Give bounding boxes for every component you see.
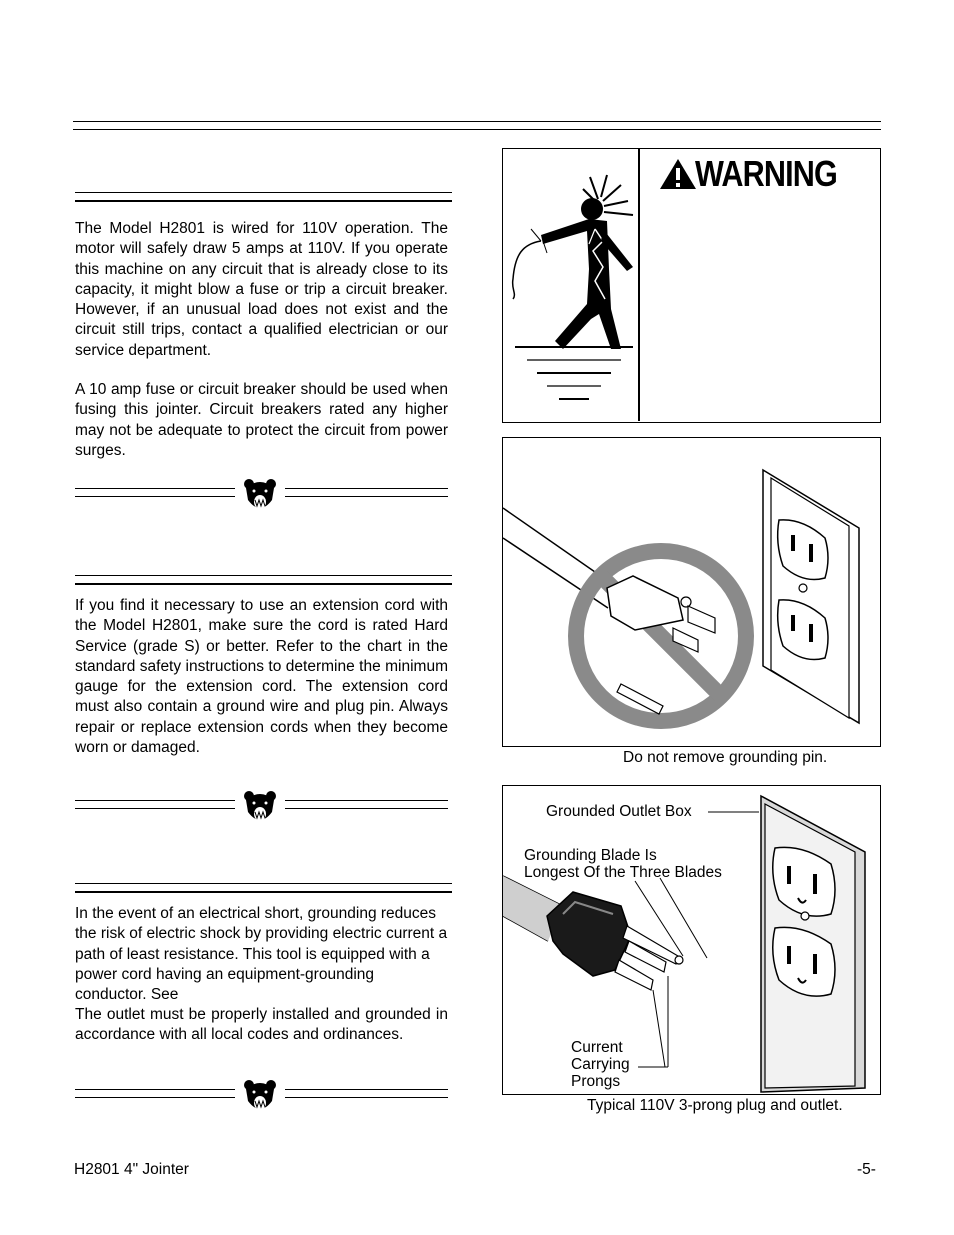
callout-prongs-line3: Prongs [571,1073,621,1090]
no-remove-pin-figure [502,437,881,747]
callout-outlet-box: Grounded Outlet Box [546,803,692,820]
bear-divider [75,790,448,822]
electric-shock-icon [503,149,638,421]
section-rule-extension-thick [75,583,452,585]
bear-divider [75,478,448,510]
bear-divider [75,1079,448,1111]
callout-grounding-blade-line2: Longest Of the Three Blades [524,864,722,881]
outlet-paragraph: The outlet must be properly installed and grounded in accordance with all local codes and ordinances. [75,1006,448,1044]
outlet-caption: Typical 110V 3-prong plug and outlet. [587,1097,843,1114]
warning-label: WARNING [695,153,837,194]
section-rule-grounding [75,883,452,884]
no-remove-pin-illustration [503,438,879,745]
header-rule-top [73,121,881,122]
no-remove-pin-caption: Do not remove grounding pin. [623,749,828,766]
extension-paragraph: If you find it necessary to use an extension cord with the Model H2801, make sure the cord is rated Hard Service (grade S) or better. Refer to the chart in the standard safety instructions to determine the minimum gauge for the extension cord. The extension cord must also contain a ground wire and plug pin. Always repair or replace extension cords when they become worn or damaged. [75,597,448,757]
bear-logo-icon [242,1079,278,1115]
outlet-figure [502,785,881,1095]
bear-logo-icon [242,790,278,826]
warning-triangle-icon [658,157,698,191]
section-rule-extension [75,575,452,576]
warning-box-divider [638,149,640,421]
page-number: -5- [857,1161,876,1178]
warning-box [502,148,881,423]
header-rule-bottom [73,129,881,130]
callout-prongs-line2: Carrying [571,1056,630,1073]
callout-grounding-blade-line1: Grounding Blade Is [524,847,657,864]
fuse-paragraph: A 10 amp fuse or circuit breaker should be used when fusing this jointer. Circuit breakers rated any higher may not be adequate to protect the circuit from power surges. [75,381,448,459]
section-rule-power [75,192,452,193]
bear-logo-icon [242,478,278,514]
grounding-paragraph: In the event of an electrical short, grounding reduces the risk of electric shock by providing electric current a path of least resistance. This tool is equipped with a power cord having an equipment-grounding conductor. See [75,905,448,1004]
outlet-illustration [503,786,879,1093]
callout-prongs-line1: Current [571,1039,623,1056]
footer-title: H2801 4" Jointer [74,1161,189,1178]
power-paragraph: The Model H2801 is wired for 110V operation. The motor will safely draw 5 amps at 110V. If you operate this machine on any circuit that is already close to its capacity, it might blow a fuse or trip a circuit breaker. However, if an unusual load does not exist and the circuit still trips, contact a qualified electrician or our service department. [75,220,448,359]
section-rule-power-thick [75,200,452,202]
section-rule-grounding-thick [75,891,452,893]
